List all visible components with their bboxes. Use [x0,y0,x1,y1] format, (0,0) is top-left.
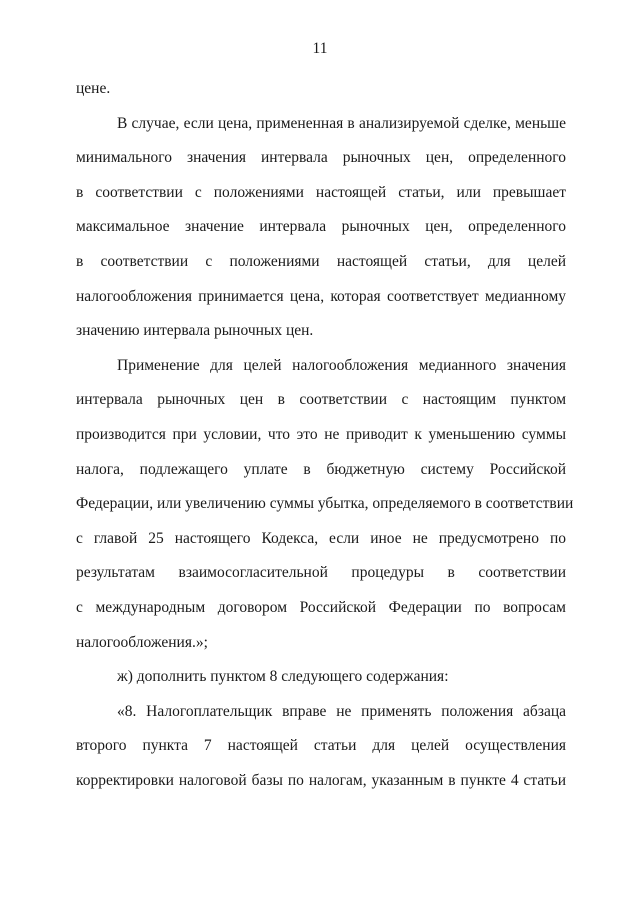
text-line: с главой 25 настоящего Кодекса, если иное не предусмотрено по [76,529,566,547]
text-line: интервала рыночных цен в соответствии с настоящим пунктом [76,391,566,409]
text-line: в соответствии с положениями настоящей статьи, для целей [76,252,566,270]
text-line: налогообложения принимается цена, которая соответствует медианному [76,287,566,305]
text-line: производится при условии, что это не приводит к уменьшению суммы [76,425,566,443]
text-line: минимального значения интервала рыночных цен, определенного [76,149,566,167]
text-line: значению интервала рыночных цен. [76,322,314,340]
paragraph-first-line: «8. Налогоплательщик вправе не применять положения абзаца [117,702,566,720]
text-line: в соответствии с положениями настоящей статьи, или превышает [76,183,566,201]
text-line: налога, подлежащего уплате в бюджетную систему Российской [76,460,566,478]
text-line: с международным договором Российской Федерации по вопросам [76,598,566,616]
text-line: второго пункта 7 настоящей статьи для целей осуществления [76,737,566,755]
paragraph-first-line: ж) дополнить пунктом 8 следующего содержания: [117,668,449,686]
page-number: 11 [312,40,328,57]
text-line: налогообложения.»; [76,633,208,651]
text-line: максимальное значение интервала рыночных цен, определенного [76,218,566,236]
text-line: цене. [76,80,111,97]
paragraph-first-line: Применение для целей налогообложения медианного значения [117,356,566,374]
text-line: корректировки налоговой базы по налогам, указанным в пункте 4 статьи [76,771,566,789]
text-line: результатам взаимосогласительной процедуры в соответствии [76,564,566,582]
document-body [76,72,574,798]
paragraph-first-line: В случае, если цена, примененная в анализируемой сделке, меньше [117,114,566,132]
text-line: Федерации, или увеличению суммы убытка, определяемого в соответствии [76,495,574,513]
